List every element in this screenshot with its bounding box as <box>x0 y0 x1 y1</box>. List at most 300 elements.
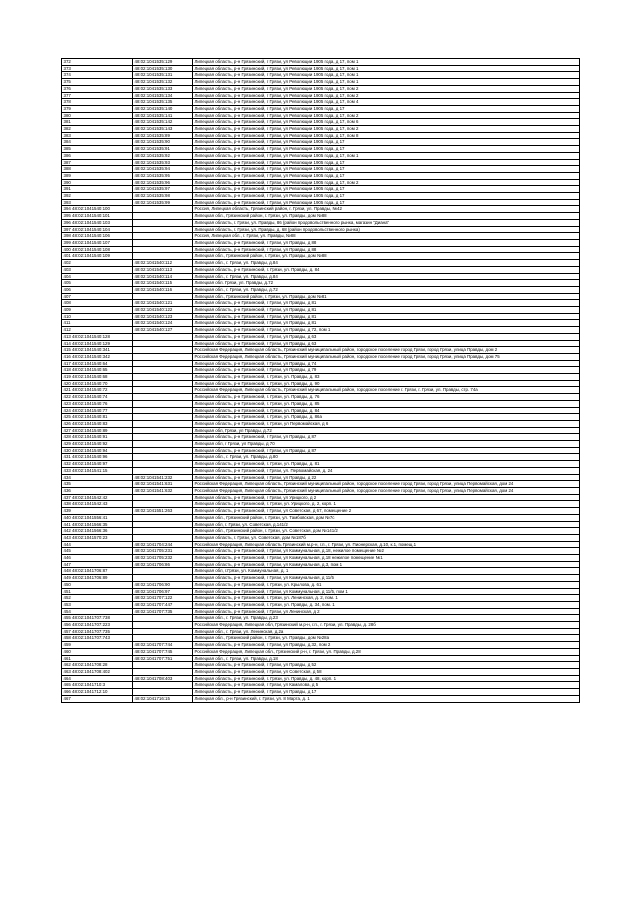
table-row <box>62 226 580 233</box>
row-number-cell: 453 <box>62 601 133 608</box>
address-cell: Липецкая обл., Грязинский район, г. Грязи, ул. Правды, дом №81 <box>193 293 580 300</box>
table-row <box>62 273 580 280</box>
address-cell: Липецкая обл., Грязинский район, г. Грязи, ул. Тамбовская, дом №7с <box>193 514 580 521</box>
row-number-cell: 418 48:02:1041540:65 <box>62 367 133 374</box>
address-cell: Липецкая область, р-н Грязинский, г Грязи, ул Революции 1905 года, д 17 <box>193 193 580 200</box>
row-number-cell: 388 <box>62 166 133 173</box>
row-number-cell: 454 <box>62 608 133 615</box>
table-row <box>62 293 580 300</box>
row-number-cell: 445 <box>62 548 133 555</box>
cadastral-number-cell: 48:02:1041704:244 <box>133 541 193 548</box>
row-number-cell: 457 48:02:1041707:735 <box>62 628 133 635</box>
table-row <box>62 541 580 548</box>
row-number-cell: 423 48:02:1041540:76 <box>62 400 133 407</box>
table-row <box>62 119 580 126</box>
address-cell: Липецкая область, р-н Грязинский, г. Грязи, ул. Правды, д. 85 <box>193 400 580 407</box>
table-row <box>62 521 580 528</box>
row-number-cell: 463 48:02:1041708:402 <box>62 668 133 675</box>
table-row <box>62 367 580 374</box>
address-cell: Липецкая обл, Грязи, ул Правды, д.72 <box>193 427 580 434</box>
table-row <box>62 199 580 206</box>
address-cell: Липецкая область, р-н Грязинский, г Грязи, ул Правды, д 79 <box>193 367 580 374</box>
row-number-cell: 372 <box>62 59 133 66</box>
table-row <box>62 233 580 240</box>
table-row <box>62 146 580 153</box>
row-number-cell: 442 48:02:1041566:36 <box>62 528 133 535</box>
address-cell: Липецкая область, р-н Грязинский, г Грязи, ул Коммунальная, д 11/5, пом 1 <box>193 588 580 595</box>
address-cell: Липецкая область, р-н Грязинский, г Грязи, ул Правды, д 81 <box>193 320 580 327</box>
cadastral-number-cell: 48:02:1041716:15 <box>133 695 193 702</box>
address-cell: Липецкая область, р-н Грязинский, г Грязи, ул Революции 1905 года, д 17 <box>193 146 580 153</box>
address-cell: Липецкая область, г. Грязи, ул. Правды, 86 (район продовольственного рынка, магазин "Диана" <box>193 219 580 226</box>
address-cell: Липецкая область, р-н Грязинский, г Грязи, ул Правды, д 81 <box>193 313 580 320</box>
table-row <box>62 668 580 675</box>
row-number-cell: 447 <box>62 561 133 568</box>
cadastral-number-cell <box>133 501 193 508</box>
cadastral-number-cell <box>133 340 193 347</box>
cadastral-number-cell: 48:02:1041540:121 <box>133 300 193 307</box>
table-row <box>62 682 580 689</box>
table-row <box>62 581 580 588</box>
address-cell: Липецкая область, р-н Грязинский, г Грязи, ул Революции 1905 года, д 17 <box>193 105 580 112</box>
table-row <box>62 99 580 106</box>
table-row <box>62 615 580 622</box>
row-number-cell: 421 48:02:1041540:72 <box>62 387 133 394</box>
row-number-cell: 402 <box>62 260 133 267</box>
address-cell: Липецкая область, р-н Грязинский, г Грязи, ул Коммунальная, д.18 нежилое помещение №1 <box>193 555 580 562</box>
row-number-cell: 455 48:02:1041707:738 <box>62 615 133 622</box>
table-row <box>62 65 580 72</box>
address-cell: Липецкая область, р-н Грязинский, г Грязи, ул Правды, д 63 <box>193 340 580 347</box>
row-number-cell: 467 <box>62 695 133 702</box>
address-cell: Липецкая область, р-н Грязинский, г Грязи, ул Революции 1905 года, д 17, пом 2 <box>193 92 580 99</box>
row-number-cell: 427 48:02:1041540:89 <box>62 427 133 434</box>
row-number-cell: 410 <box>62 313 133 320</box>
row-number-cell: 436 <box>62 488 133 495</box>
table-row <box>62 461 580 468</box>
row-number-cell: 451 <box>62 588 133 595</box>
table-row <box>62 414 580 421</box>
address-cell: Липецкая обл., р-н Грязинский, г. Грязи, ул. 8 Марта, д. 1 <box>193 695 580 702</box>
cadastral-number-cell: 48:02:1041535:95 <box>133 172 193 179</box>
row-number-cell: 377 <box>62 92 133 99</box>
cadastral-number-cell <box>133 219 193 226</box>
cadastral-number-cell <box>133 668 193 675</box>
address-cell: Липецкая обл., г. Грязи, ул. Правды, д.80 <box>193 454 580 461</box>
row-number-cell: 373 <box>62 65 133 72</box>
row-number-cell: 381 <box>62 119 133 126</box>
table-row <box>62 441 580 448</box>
address-cell: Липецкая область, р-н Грязинский, г Грязи, ул Правды, д 72, пом 1 <box>193 327 580 334</box>
table-row <box>62 501 580 508</box>
cadastral-number-cell <box>133 628 193 635</box>
table-row <box>62 648 580 655</box>
row-number-cell: 415 48:02:1041540:341 <box>62 347 133 354</box>
address-cell: Липецкая область, р-н Грязинский, г Грязи, ул Коммунальная, д.18, нежилое помещение №2 <box>193 548 580 555</box>
cadastral-number-cell <box>133 521 193 528</box>
address-cell: Россия, Липецкая обл., г. Грязи, ул. Правды, №88 <box>193 233 580 240</box>
cadastral-number-cell <box>133 400 193 407</box>
cadastral-number-cell <box>133 414 193 421</box>
table-row <box>62 588 580 595</box>
cadastral-number-cell <box>133 420 193 427</box>
table-row <box>62 280 580 287</box>
cadastral-number-cell <box>133 682 193 689</box>
cadastral-number-cell: 48:02:1041535:132 <box>133 79 193 86</box>
cadastral-number-cell: 48:02:1041707:744 <box>133 642 193 649</box>
address-cell: Российская Федерация, Липецкая область Грязинский м.р-н, г.п., г. Грязи, ул. Пионерская, д.10, к.1, помещ.1 <box>193 541 580 548</box>
table-row <box>62 508 580 515</box>
row-number-cell: 408 <box>62 300 133 307</box>
row-number-cell: 390 <box>62 179 133 186</box>
table-row <box>62 193 580 200</box>
address-cell: Липецкая обл, г. Грязи, ул. Советская, д.141/2 <box>193 521 580 528</box>
cadastral-number-cell: 48:02:1041535:90 <box>133 139 193 146</box>
address-cell: Липецкая область, р-н Грязинский, г. Грязи, ул. Правды, д. 48, корп. 1 <box>193 675 580 682</box>
cadastral-number-cell: 48:02:1041535:143 <box>133 126 193 133</box>
address-cell: Липецкая область, р-н Грязинский, г Грязи, ул Революции 1905 года, д 17, пом 1 <box>193 152 580 159</box>
address-cell: Липецкая обл., Грязинский район, г. Грязи, ул. Советская, дом №141/2 <box>193 528 580 535</box>
cadastral-number-cell: 48:02:1041705:232 <box>133 555 193 562</box>
cadastral-number-cell <box>133 380 193 387</box>
row-number-cell: 459 <box>62 642 133 649</box>
address-cell: Липецкая область, р-н Грязинский, г. Грязи, ул. Правды, д. 76 <box>193 394 580 401</box>
cadastral-number-cell <box>133 353 193 360</box>
table-row <box>62 327 580 334</box>
address-cell: Липецкая область, р-н Грязинский, г. Грязи, ул. Правды, д. 90 <box>193 380 580 387</box>
table-row <box>62 59 580 66</box>
address-cell: Липецкая область, р-н Грязинский, г Грязи, ул Революции 1905 года, д 17, пом 2 <box>193 112 580 119</box>
row-number-cell: 382 <box>62 126 133 133</box>
row-number-cell: 374 <box>62 72 133 79</box>
table-row <box>62 514 580 521</box>
row-number-cell: 389 <box>62 172 133 179</box>
cadastral-number-cell: 48:02:1041541:632 <box>133 488 193 495</box>
table-row <box>62 300 580 307</box>
address-cell: Липецкая область, р-н Грязинский, г Грязи, ул Советская, д 67, помещение 2 <box>193 508 580 515</box>
table-row <box>62 454 580 461</box>
address-cell: Липецкая область, р-н Грязинский, г. Грязи, ул. Правды, д. 83 <box>193 374 580 381</box>
table-row <box>62 474 580 481</box>
row-number-cell: 399 48:02:1041540:107 <box>62 239 133 246</box>
address-cell: Липецкая область, р-н Грязинский, г Грязи, ул Революции 1905 года, д 17 <box>193 172 580 179</box>
table-row <box>62 394 580 401</box>
table-row <box>62 608 580 615</box>
row-number-cell: 401 48:02:1041540:109 <box>62 253 133 260</box>
row-number-cell: 387 <box>62 159 133 166</box>
row-number-cell: 409 <box>62 307 133 314</box>
address-cell: Липецкая область, р-н Грязинский, г Грязи, ул Правды, д 87 <box>193 447 580 454</box>
table-row <box>62 568 580 575</box>
table-row <box>62 219 580 226</box>
row-number-cell: 440 48:02:1041556:41 <box>62 514 133 521</box>
cadastral-number-cell <box>133 514 193 521</box>
cadastral-number-cell: 48:02:1041535:131 <box>133 72 193 79</box>
table-row <box>62 548 580 555</box>
table-row <box>62 126 580 133</box>
row-number-cell: 425 48:02:1041540:81 <box>62 414 133 421</box>
cadastral-number-cell: 48:02:1041707:745 <box>133 648 193 655</box>
cadastral-number-cell <box>133 494 193 501</box>
row-number-cell: 397 48:02:1041540:104 <box>62 226 133 233</box>
cadastral-number-cell <box>133 575 193 582</box>
address-cell: Липецкая область, р-н Грязинский, г Грязи, ул Революции 1905 года, д 17, пом 1 <box>193 79 580 86</box>
table-row <box>62 434 580 441</box>
address-cell: Липецкая область, р-н Грязинский, г Грязи, ул Правды, д.32, пом 2 <box>193 642 580 649</box>
address-cell: Липецкая область, р-н Грязинский, г Грязи, ул Правды, д 63 <box>193 333 580 340</box>
cadastral-number-cell <box>133 434 193 441</box>
address-cell: Липецкая область, р-н Грязинский, г Грязи, ул Ленинская, д 2 <box>193 608 580 615</box>
table-row <box>62 260 580 267</box>
row-number-cell: 376 <box>62 85 133 92</box>
cadastral-number-cell: 48:02:1041535:130 <box>133 65 193 72</box>
cadastral-number-cell <box>133 461 193 468</box>
cadastral-number-cell: 48:02:1041708:403 <box>133 675 193 682</box>
cadastral-number-cell: 48:02:1041535:99 <box>133 199 193 206</box>
cadastral-number-cell <box>133 347 193 354</box>
row-number-cell: 413 48:02:1041540:128 <box>62 333 133 340</box>
cadastral-number-cell: 48:02:1041540:114 <box>133 273 193 280</box>
cadastral-number-cell <box>133 333 193 340</box>
cadastral-number-cell: 48:02:1041535:140 <box>133 105 193 112</box>
address-cell: Липецкая обл., г. Грязи, ул. Ленинская, д.2а <box>193 628 580 635</box>
address-cell: Липецкая обл., Грязинский район, г. Грязи, ул. Правды, дом №88 <box>193 213 580 220</box>
cadastral-number-cell <box>133 360 193 367</box>
cadastral-number-cell <box>133 454 193 461</box>
address-cell: Липецкая область, р-н Грязинский, г Грязи, ул Камалова, д 5 <box>193 682 580 689</box>
cadastral-number-cell <box>133 622 193 629</box>
cadastral-number-cell <box>133 374 193 381</box>
row-number-cell: 456 48:02:1041707:223 <box>62 622 133 629</box>
table-row <box>62 206 580 213</box>
row-number-cell: 430 48:02:1041540:94 <box>62 447 133 454</box>
table-row <box>62 179 580 186</box>
cadastral-number-cell: 48:02:1041535:89 <box>133 132 193 139</box>
cadastral-number-cell <box>133 293 193 300</box>
address-cell: Липецкая обл. Грязи, ул. Правды, д.72 <box>193 280 580 287</box>
table-row <box>62 601 580 608</box>
table-row <box>62 481 580 488</box>
cadastral-number-cell: 48:02:1041707:751 <box>133 655 193 662</box>
cadastral-number-cell <box>133 467 193 474</box>
address-cell: Липецкая область, р-н Грязинский, г Грязи, ул Революции 1905 года, д 17 <box>193 199 580 206</box>
table-row <box>62 675 580 682</box>
cadastral-number-cell <box>133 407 193 414</box>
address-cell: Липецкая область, р-н Грязинский, г Грязи, ул Правды, д 52 <box>193 662 580 669</box>
table-row <box>62 307 580 314</box>
row-number-cell: 411 <box>62 320 133 327</box>
cadastral-number-cell <box>133 226 193 233</box>
row-number-cell: 458 48:02:1041707:743 <box>62 635 133 642</box>
table-row <box>62 447 580 454</box>
table-row <box>62 534 580 541</box>
address-cell: Липецкая область, г. Грязи, ул. Советская, дом №187б <box>193 534 580 541</box>
row-number-cell: 406 <box>62 286 133 293</box>
cadastral-number-cell <box>133 387 193 394</box>
table-row <box>62 159 580 166</box>
address-cell: Липецкая обл., г. Грязи, ул. Правды, д.72 <box>193 286 580 293</box>
table-row <box>62 622 580 629</box>
row-number-cell: 432 48:02:1041540:97 <box>62 461 133 468</box>
row-number-cell: 379 <box>62 105 133 112</box>
address-cell: Липецкая обл., г. Грязи, ул. Правды, д.18 <box>193 655 580 662</box>
row-number-cell: 434 <box>62 474 133 481</box>
row-number-cell: 394 48:02:1041540:100 <box>62 206 133 213</box>
address-cell: Липецкая область, р-н Грязинский, г Грязи, ул Революции 1905 года, д 17, пом 8 <box>193 132 580 139</box>
table-row <box>62 246 580 253</box>
table-row <box>62 152 580 159</box>
address-cell: Липецкая область, р-н Грязинский, г. Грязи, ул. Крылова, д. 61 <box>193 581 580 588</box>
row-number-cell: 429 48:02:1041540:92 <box>62 441 133 448</box>
table-row <box>62 662 580 669</box>
cadastral-number-cell: 48:02:1041535:93 <box>133 159 193 166</box>
cadastral-number-cell <box>133 689 193 696</box>
address-cell: Липецкая область, р-н Грязинский, г Грязи, ул Коммунальная, д 11/5 <box>193 575 580 582</box>
table-row <box>62 387 580 394</box>
cadastral-number-cell: 48:02:1041535:96 <box>133 179 193 186</box>
cadastral-number-cell <box>133 427 193 434</box>
address-cell: Липецкая область, р-н Грязинский, г. Грязи, ул. Правды, д. 84 <box>193 266 580 273</box>
address-cell: Липецкая область, р-н Грязинский, г Грязи, ул Правды, д 88 <box>193 239 580 246</box>
cadastral-number-cell: 48:02:1041541:232 <box>133 474 193 481</box>
address-cell: Липецкая область, р-н Грязинский, г. Грязи, ул. Ленинская, д. 2, пом. 1 <box>193 595 580 602</box>
table-row <box>62 655 580 662</box>
cadastral-number-cell: 48:02:1041540:115 <box>133 280 193 287</box>
row-number-cell: 395 48:02:1041540:101 <box>62 213 133 220</box>
table-row <box>62 575 580 582</box>
row-number-cell: 378 <box>62 99 133 106</box>
address-cell: Липецкая область, р-н Грязинский, г Грязи, ул Революции 1905 года, д 17 <box>193 166 580 173</box>
table-row <box>62 494 580 501</box>
row-number-cell: 433 48:02:1041541:15 <box>62 467 133 474</box>
table-row <box>62 172 580 179</box>
cadastral-number-cell <box>133 213 193 220</box>
cadastral-number-cell: 48:02:1041705:231 <box>133 548 193 555</box>
row-number-cell: 375 <box>62 79 133 86</box>
table-row <box>62 595 580 602</box>
cadastral-number-cell <box>133 568 193 575</box>
address-cell: Липецкая обл., г. Грязи, ул. Правды, д.23 <box>193 615 580 622</box>
table-row <box>62 642 580 649</box>
cadastral-number-cell: 48:02:1041540:112 <box>133 260 193 267</box>
cadastral-number-cell: 48:02:1041706:97 <box>133 588 193 595</box>
row-number-cell: 465 48:02:1041710:3 <box>62 682 133 689</box>
table-row <box>62 353 580 360</box>
table-row <box>62 286 580 293</box>
table-row <box>62 105 580 112</box>
cadastral-number-cell <box>133 441 193 448</box>
table-row <box>62 253 580 260</box>
cadastral-number-cell: 48:02:1041535:142 <box>133 119 193 126</box>
table-row <box>62 628 580 635</box>
address-cell: Липецкая область, р-н Грязинский, г. Грязи, ул Первомайская, д 6 <box>193 420 580 427</box>
cadastral-number-cell: 48:02:1041706:90 <box>133 581 193 588</box>
address-cell: Липецкая область, р-н Грязинский, г Грязи, ул Революции 1905 года, д 17, пом 2 <box>193 179 580 186</box>
address-cell: Липецкая область, р-н Грязинский, г Грязи, ул. Первомайская, д. 24 <box>193 467 580 474</box>
address-cell: Липецкая область, р-н Грязинский, г Грязи, ул Правды, д 81 <box>193 307 580 314</box>
register-body <box>62 59 580 703</box>
cadastral-number-cell: 48:02:1041707:122 <box>133 595 193 602</box>
row-number-cell: 380 <box>62 112 133 119</box>
table-row <box>62 555 580 562</box>
table-row <box>62 635 580 642</box>
cadastral-number-cell: 48:02:1041540:123 <box>133 313 193 320</box>
cadastral-number-cell: 48:02:1041535:94 <box>133 166 193 173</box>
table-row <box>62 313 580 320</box>
row-number-cell: 420 48:02:1041540:70 <box>62 380 133 387</box>
row-number-cell: 448 48:02:1041706:87 <box>62 568 133 575</box>
address-cell: Липецкая область, р-н Грязинский, г Грязи, ул Правды, д 88 <box>193 246 580 253</box>
table-row <box>62 112 580 119</box>
row-number-cell: 383 <box>62 132 133 139</box>
address-cell: Липецкая область, р-н Грязинский, г Грязи, ул Революции 1905 года, д 17, пом 2 <box>193 126 580 133</box>
row-number-cell: 426 48:02:1041540:83 <box>62 420 133 427</box>
address-cell: Липецкая область, р-н Грязинский, г Грязи, ул Революции 1905 года, д 17 <box>193 186 580 193</box>
cadastral-number-cell <box>133 246 193 253</box>
table-row <box>62 360 580 367</box>
address-cell: Липецкая область, р-н Грязинский, г Грязи, ул Правды, д 74 <box>193 360 580 367</box>
row-number-cell: 392 <box>62 193 133 200</box>
cadastral-number-cell <box>133 528 193 535</box>
address-cell: Липецкая обл., г. Грязи, ул. Правды, д.84 <box>193 273 580 280</box>
table-row <box>62 186 580 193</box>
row-number-cell: 391 <box>62 186 133 193</box>
cadastral-number-cell: 48:02:1041535:91 <box>133 146 193 153</box>
table-row <box>62 92 580 99</box>
row-number-cell: 398 48:02:1041540:106 <box>62 233 133 240</box>
address-cell: Липецкая область, р-н Грязинский, г Грязи, ул Советская, д 58 <box>193 668 580 675</box>
row-number-cell: 385 <box>62 146 133 153</box>
address-cell: Липецкая область, р-н Грязинский, г Грязи, ул Правды, д 22 <box>193 474 580 481</box>
table-row <box>62 400 580 407</box>
address-cell: Липецкая область, р-н Грязинский, г. Грязи, ул. Правды, д. 84 <box>193 407 580 414</box>
address-cell: Липецкая область, р-н Грязинский, г. Грязи, ул. Правды, д. 81 <box>193 461 580 468</box>
row-number-cell: 396 48:02:1041540:103 <box>62 219 133 226</box>
row-number-cell: 438 48:02:1041542:43 <box>62 501 133 508</box>
row-number-cell: 393 <box>62 199 133 206</box>
cadastral-number-cell: 48:02:1041707:447 <box>133 601 193 608</box>
table-row <box>62 420 580 427</box>
row-number-cell: 386 <box>62 152 133 159</box>
row-number-cell: 424 48:02:1041540:77 <box>62 407 133 414</box>
address-cell: Липецкая обл., Грязинский район, г. Грязи, ул. Правды, дом №88 <box>193 253 580 260</box>
address-cell: Липецкая обл., Грязинский район, г. Грязи, ул. Правды, дом №28а <box>193 635 580 642</box>
table-row <box>62 528 580 535</box>
table-row <box>62 407 580 414</box>
table-row <box>62 488 580 495</box>
address-cell: Россия, Липецкая область, Грязинский район, г. Грязи, ул. Правды, №42 <box>193 206 580 213</box>
address-cell: Липецкая область, р-н Грязинский, г Грязи, ул Правды, д 81 <box>193 300 580 307</box>
row-number-cell: 400 48:02:1041540:108 <box>62 246 133 253</box>
cadastral-number-cell: 48:02:1041535:133 <box>133 85 193 92</box>
row-number-cell: 412 <box>62 327 133 334</box>
row-number-cell: 416 48:02:1041540:342 <box>62 353 133 360</box>
cadastral-number-cell <box>133 447 193 454</box>
address-cell: Липецкая обл., г. Грязи, ул. Правды, д.84 <box>193 260 580 267</box>
cadastral-number-cell <box>133 635 193 642</box>
address-cell: Российская Федерация, Липецкая область, Грязинский муниципальный район, городское поселение город Грязи, город Грязи, улица Первомайская, дом 24 <box>193 481 580 488</box>
cadastral-number-cell <box>133 253 193 260</box>
address-cell: Липецкая область, р-н Грязинский, г Грязи, ул Коммунальная, д.3, пом 1 <box>193 561 580 568</box>
cadastral-number-cell: 48:02:1041540:116 <box>133 286 193 293</box>
cadastral-number-cell: 48:02:1041535:97 <box>133 186 193 193</box>
row-number-cell: 462 48:02:1041708:28 <box>62 662 133 669</box>
row-number-cell: 417 48:02:1041540:64 <box>62 360 133 367</box>
cadastral-number-cell <box>133 239 193 246</box>
cadastral-number-cell: 48:02:1041535:92 <box>133 152 193 159</box>
address-cell: Липецкая область, р-н Грязинский, г Грязи, ул Революции 1905 года, д 17 <box>193 139 580 146</box>
address-cell: Липецкая область, г. Грязи, ул. Правды, д. 68 (район продовольственного рынка) <box>193 226 580 233</box>
